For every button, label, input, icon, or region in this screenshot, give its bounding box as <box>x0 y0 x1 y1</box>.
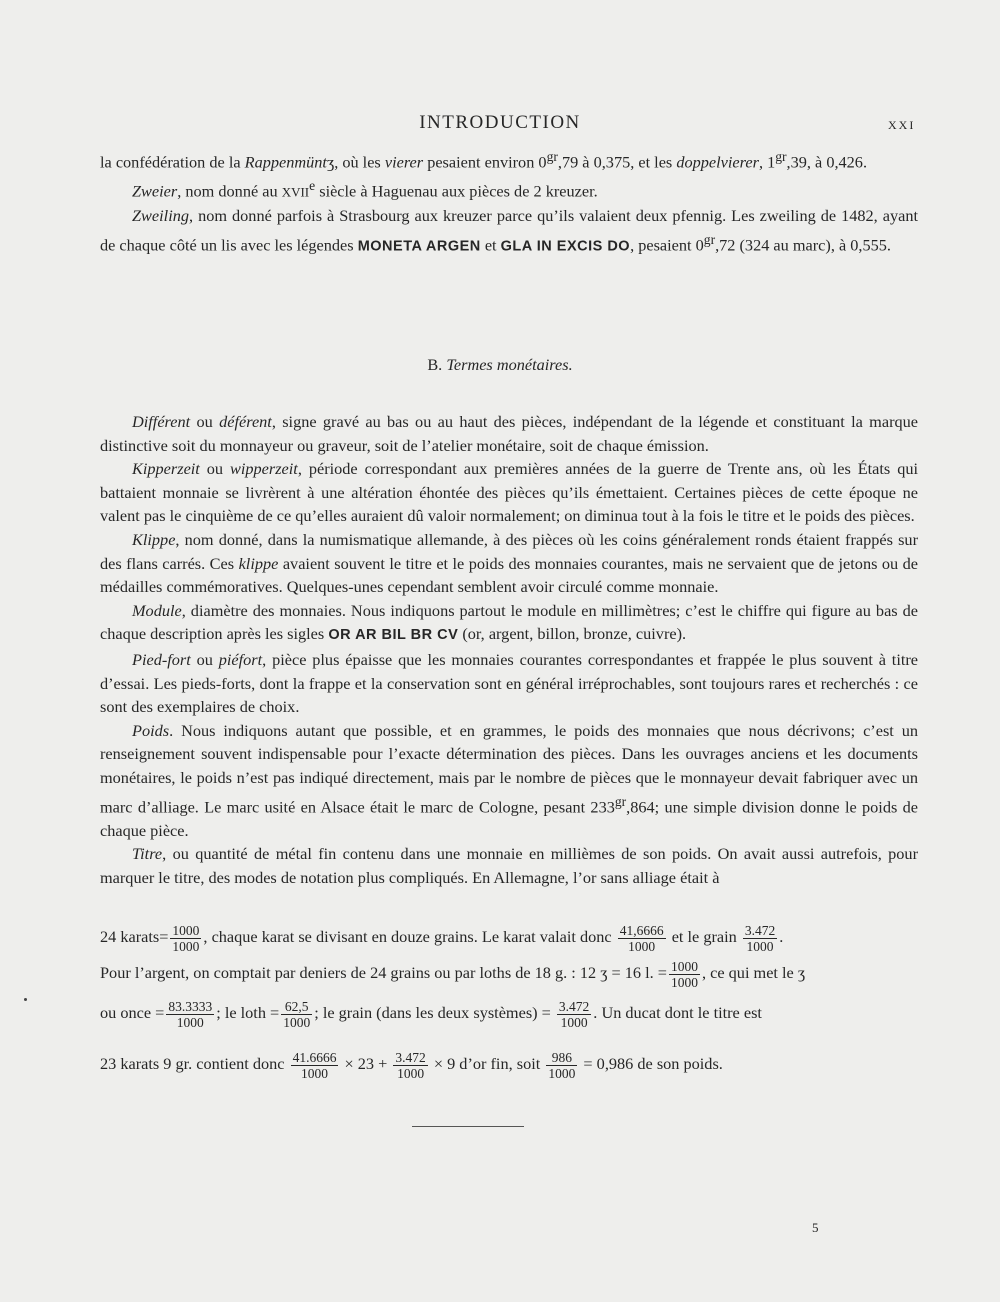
top-text-block <box>100 145 918 259</box>
entry-titre: Titre, ou quantité de métal fin contenu dans une monnaie en millièmes de son poids. On avait aussi autrefois, pour marquer le titre, des modes de notation plus compliqués. En Allemagne, l’or sans alliage était à <box>100 844 918 887</box>
folio-number: 5 <box>812 1220 819 1235</box>
entry-module: Module, diamètre des monnaies. Nous indiquons partout le module en millimètres; c’est le chiffre qui figure au bas de chaque description après les sigles OR AR BIL BR CV (or, argent, billon, bronze, cuivre). <box>100 600 918 644</box>
paragraph-zweiling: Zweiling, nom donné parfois à Strasbourg aux kreuzer parce qu’ils valaient deux pfennig. Les zweiling de 1482, ayant de chaque côté un lis avec les légendes MONETA ARGEN et GLA IN EXCIS DO, pesaient $0^{gr},72$ (324 au marc), à 0,555. <box>100 206 918 255</box>
entry-poids: Poids. Nous indiquons autant que possible, et en grammes, le poids des monnaies que nous décrivons; c’est un renseignement souvent indispensable pour l’exacte détermination des pièces. Dans les ouvrages anciens et les documents monétaires, le poids n’est pas indiqué directement, mais par le nombre de pièces que le monnayeur devait fabriquer avec un marc d’alliage. Le marc usité en Alsace était le marc de Cologne, pesant $233^{gr},864$; une simple division donne le poids de chaque pièce. <box>100 720 918 840</box>
fraction: $\frac{1000}{1000}$ <box>671 959 698 990</box>
closing-rule <box>412 1126 524 1127</box>
entry-different: Différent ou déférent, signe gravé au bas ou au haut des pièces, indépendant de la légende et constituant la marque distinctive soit du monnayeur ou graveur, soit de l’atelier monétaire, soit de chaque émission. <box>100 412 918 455</box>
formula-line-1: 24 karats= $\frac{1000}{1000}$ , chaque karat se divisant en douze grains. Le karat valait donc $\frac{41,6666}{1000}$ et le grain $\frac{3.472}{1000}$ . <box>100 923 784 954</box>
fraction: $\frac{3.472}{1000}$ <box>558 999 590 1030</box>
formula-line-4: 23 karats 9 gr. contient donc $\frac{41.6666}{1000}$ × 23 + $\frac{3.472}{1000}$ × 9 d’or fin, soit $\frac{986}{1000}$ = 0,986 de son poids. <box>100 1050 723 1081</box>
fraction: $\frac{3.472}{1000}$ <box>395 1050 426 1081</box>
paper-speck <box>24 998 27 1001</box>
fraction: $\frac{83.3333}{1000}$ <box>168 999 213 1030</box>
fraction: $\frac{41.6666}{1000}$ <box>292 1050 337 1081</box>
fraction: $\frac{62,5}{1000}$ <box>283 999 311 1030</box>
formula-line-3: ou once = $\frac{83.3333}{1000}$ ; le loth = $\frac{62,5}{1000}$ ; le grain (dans les deux systèmes) = $\frac{3.472}{1000}$ . Un ducat dont le titre est <box>100 999 762 1030</box>
fraction: $\frac{41,6666}{1000}$ <box>619 923 664 954</box>
running-header-title: INTRODUCTION <box>419 112 581 133</box>
glossary-block <box>100 410 918 889</box>
section-heading: B. Termes monétaires. <box>427 355 573 374</box>
fraction: $\frac{1000}{1000}$ <box>172 923 200 954</box>
paragraph-vierer: la confédération de la Rappenmüntʒ, où les vierer pesaient environ $0^{gr},79$ à 0,375, et les doppelvierer, $1^{gr},39$, à 0,426. <box>100 149 868 172</box>
formula-line-2: Pour l’argent, on comptait par deniers de 24 grains ou par loths de 18 g. : 12 ʒ = 16 l. = $\frac{1000}{1000}$ , ce qui met le ʒ <box>100 959 806 990</box>
paragraph-zweier: Zweier, nom donné au XVIIe siècle à Haguenau aux pièces de 2 kreuzer. <box>132 178 598 201</box>
entry-kipperzeit: Kipperzeit ou wipperzeit, période correspondant aux premières années de la guerre de Trente ans, où les États qui battaient monnaie se livrèrent à une altération éhontée des pièces qu’ils émettaient. Certaines pièces de cette époque ne valent pas le cinquième de ce qu’elles auraient dû valoir normalement; on diminua tout à la fois le titre et le poids des pièces. <box>100 459 919 526</box>
fraction: $\frac{986}{1000}$ <box>548 1050 576 1081</box>
running-header-page-number: XXI <box>888 118 916 132</box>
entry-pied-fort: Pied-fort ou piéfort, pièce plus épaisse que les monnaies courantes correspondantes et frappée le plus souvent à titre d’essai. Les pieds-forts, dont la frappe et la conservation sont en général irréprochables, sont toujours rares et recherchés : ce sont des exemplaires de choix. <box>100 649 919 717</box>
entry-klippe: Klippe, nom donné, dans la numismatique allemande, à des pièces où les coins généralement ronds étaient frappés sur des flans carrés. Ces klippe avaient souvent le titre et le poids des monnaies courantes, mais ne servaient que de jetons ou de médailles commémoratives. Quelques-unes cependant semblent avoir circulé comme monnaie. <box>100 529 919 597</box>
fraction: $\frac{3.472}{1000}$ <box>744 923 776 954</box>
